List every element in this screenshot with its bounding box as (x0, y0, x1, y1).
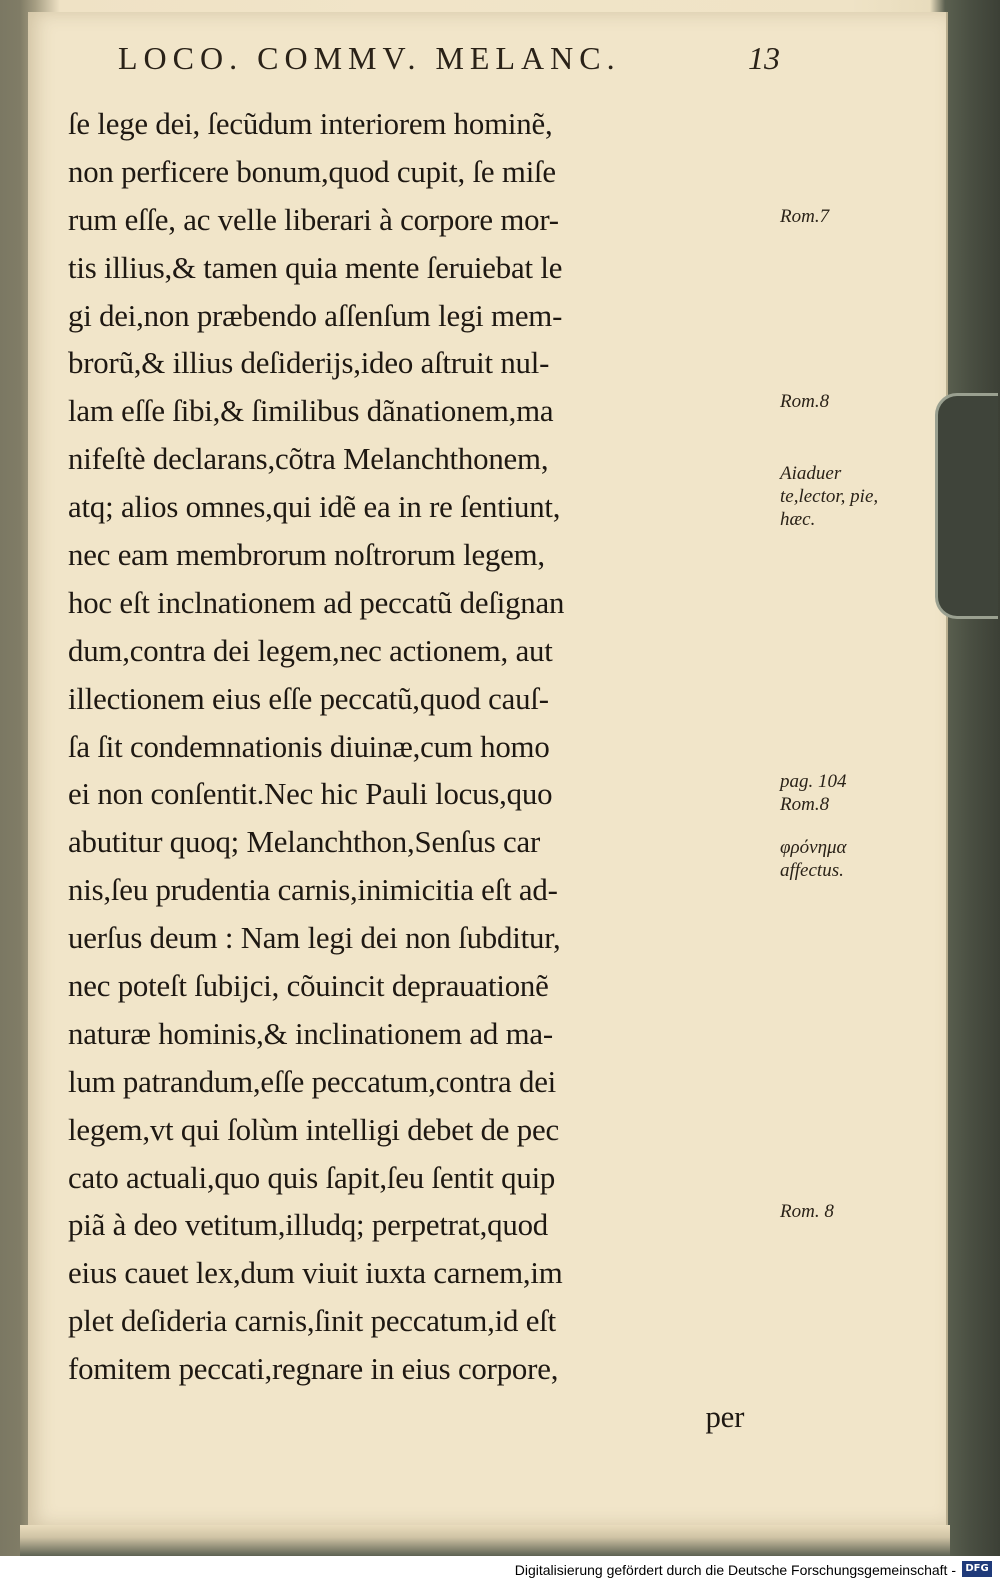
text-line: legem,vt qui ſolùm intelligi debet de pec (68, 1111, 559, 1147)
text-line: abutitur quoq; Melanchthon,Senſus car (68, 824, 541, 860)
marginal-note-aiaduerte: Aiaduer te,lector, pie, hæc. (780, 463, 879, 530)
text-line: dum,contra dei legem,nec actionem, aut (68, 632, 553, 668)
text-line: nec eam membrorum noſtrorum legem, (68, 537, 545, 573)
text-line: lam eſſe ſibi,& ſimilibus dãnationem,ma (68, 393, 554, 429)
text-line: tis illius,& tamen quia mente ſeruiebat le (68, 249, 563, 285)
marginal-note-rom8-lower: Rom. 8 (780, 1201, 834, 1222)
text-line: rum eſſe, ac velle liberari à corpore mor- (68, 201, 559, 237)
text-line: illectionem eius eſſe peccatũ,quod cauſ- (68, 680, 549, 716)
text-line: nis,ſeu prudentia carnis,inimicitia eſt ad- (68, 872, 558, 908)
marginal-note-rom8: Rom.8 (780, 391, 830, 412)
page-number: 13 (748, 40, 780, 76)
text-line: ei non conſentit.Nec hic Pauli locus,quo (68, 776, 553, 812)
marginal-note-phronema: φρόνημα affectus. (780, 837, 847, 881)
text-line: nec poteſt ſubijci, cõuincit deprauationẽ (68, 968, 549, 1004)
text-line: hoc eſt inclnationem ad peccatũ deſignan (68, 584, 565, 620)
text-line: brorũ,& illius deſiderijs,ideo aſtruit nul- (68, 345, 550, 381)
text-line: lum patrandum,eſſe peccatum,contra dei (68, 1063, 557, 1099)
page-bottom-edge (20, 1525, 950, 1556)
text-line: gi dei,non præbendo aſſenſum legi mem- (68, 297, 563, 333)
text-line: naturæ hominis,& inclinationem ad ma- (68, 1015, 553, 1051)
text-line: fomitem peccati,regnare in eius corpore, (68, 1351, 559, 1387)
dfg-logo-icon: DFG (962, 1561, 992, 1577)
body-text (68, 100, 788, 1441)
text-line: ſa ſit condemnationis diuinæ,cum homo (68, 728, 550, 764)
text-line: plet deſideria carnis,ſinit peccatum,id eſt (68, 1303, 556, 1339)
text-line: nifeſtè declarans,cõtra Melanchthonem, (68, 441, 549, 477)
text-line: non perficere bonum,quod cupit, ſe miſe (68, 153, 556, 189)
running-head (118, 40, 798, 77)
text-line: uerſus deum : Nam legi dei non ſubditur, (68, 920, 561, 956)
footer-bar (0, 1556, 1000, 1584)
text-line: cato actuali,quo quis ſapit,ſeu ſentit quip (68, 1159, 556, 1195)
text-line: eius cauet lex,dum viuit iuxta carnem,im (68, 1255, 563, 1291)
text-line: ſe lege dei, ſecũdum interiorem hominẽ, (68, 106, 553, 141)
marginal-note-rom7: Rom.7 (780, 206, 830, 227)
marginal-note-pag-rom8: pag. 104 Rom.8 (780, 771, 847, 815)
text-line: atq; alios omnes,qui idẽ ea in re ſentiunt, (68, 489, 561, 525)
catchword: per (705, 1399, 745, 1435)
book-clip (935, 393, 998, 619)
text-line: piã à deo vetitum,illudq; perpetrat,quod (68, 1207, 549, 1243)
footer-credit: Digitalisierung gefördert durch die Deutsche Forschungsgemeinschaft - (514, 1562, 956, 1578)
running-head-title: LOCO. COMMV. MELANC. (118, 40, 621, 76)
